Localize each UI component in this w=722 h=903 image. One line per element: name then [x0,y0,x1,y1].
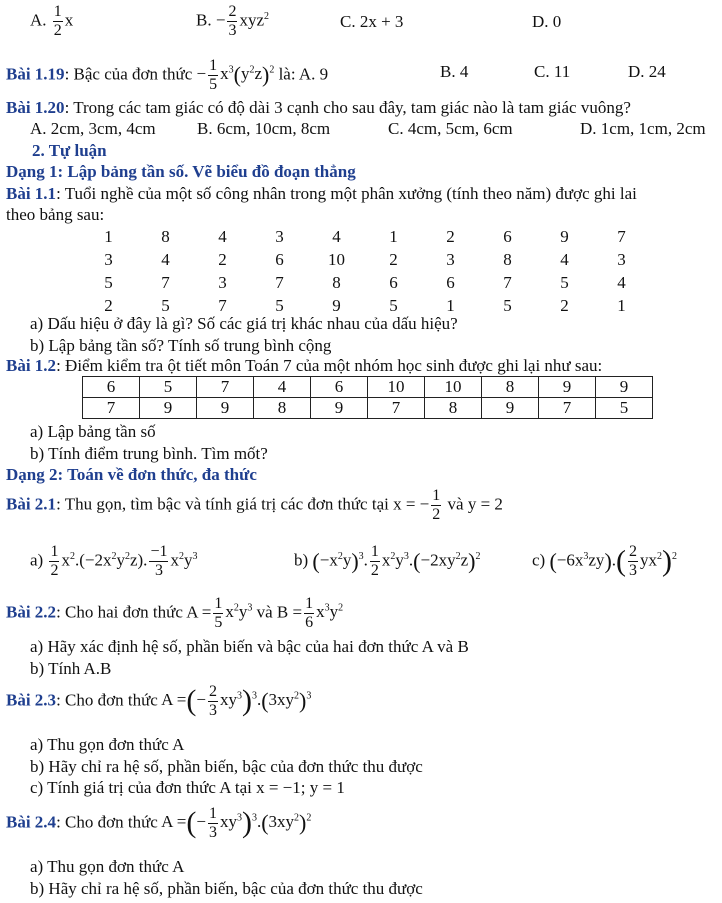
grid-cell: 2 [560,296,569,315]
table-cell: 5 [140,377,197,398]
grid-row [80,271,660,294]
grid-cell: 3 [218,273,227,292]
question-1-2-b: b) Tính điểm trung bình. Tìm mốt? [30,444,268,463]
section-dang-1: Dạng 1: Lập bảng tần số. Vẽ biểu đồ đoạn thẳng [6,162,356,181]
question-1-2: Bài 1.2: Điểm kiểm tra ột tiết môn Toán 7 của một nhóm học sinh được ghi lại như sau: [6,356,603,375]
grid-cell: 5 [503,296,512,315]
question-2-4-a: a) Thu gọn đơn thức A [30,857,185,876]
section-heading: 2. Tự luận [32,141,107,160]
question-1-2-a: a) Lập bảng tần số [30,422,156,441]
grid-cell: 3 [446,250,455,269]
table-cell: 6 [311,377,368,398]
q118-option-a: A. $\frac{1}{2}$ x [30,3,74,39]
table-cell: 6 [83,377,140,398]
grid-cell: 6 [275,250,284,269]
q120-option-a: A. 2cm, 3cm, 4cm [30,119,156,138]
table-cell: 9 [596,377,653,398]
grid-cell: 3 [104,250,113,269]
question-1-19: Bài 1.19: Bậc của đơn thức − $\frac{1}{5}$ $x^3(y^2z)^2$ là: A. 9 [6,57,329,93]
question-2-1: Bài 2.1: Thu gọn, tìm bậc và tính giá trị các đơn thức tại x = − $\frac{1}{2}$ và y = 2 [6,487,503,523]
data-grid [80,225,660,317]
table-cell: 8 [482,377,539,398]
question-2-4: Bài 2.4: Cho đơn thức A =(− $\frac{1}{3}$ $xy^3)^3.(3xy^2)^2$ [6,805,312,841]
question-1-1: Bài 1.1: Tuổi nghề của một số công nhân trong một phân xưởng (tính theo năm) được ghi lai [6,184,637,203]
q119-option-b: B. 4 [440,62,469,81]
fraction: $\frac{2}{3}$ [208,683,217,719]
table-row [83,398,653,419]
table-cell: 7 [83,398,140,419]
question-2-2-b: b) Tính A.B [30,659,112,678]
grid-cell: 7 [218,296,227,315]
question-2-3: Bài 2.3: Cho đơn thức A =(− $\frac{2}{3}$ $xy^3)^3.(3xy^2)^3$ [6,683,312,719]
question-title: Bài 1.19 [6,64,65,84]
q119-option-c: C. 11 [534,62,571,81]
table-cell: 4 [254,377,311,398]
grid-cell: 4 [218,227,227,246]
fraction: $\frac{1}{6}$ [305,595,314,631]
section-dang-2: Dạng 2: Toán về đơn thức, đa thức [6,465,257,484]
grid-cell: 1 [389,227,398,246]
grid-cell: 8 [161,227,170,246]
grid-cell: 2 [104,296,113,315]
fraction: $\frac{1}{5}$ [209,57,218,93]
table-cell: 7 [368,398,425,419]
table-cell: 9 [140,398,197,419]
expression-2-1-a: a) $\frac{1}{2}$ $x^2.(-2x^2y^2z)$. $\frac{-1}{3}$ $x^2y^3$ [30,543,198,579]
table-cell: 9 [311,398,368,419]
expression-2-1-c: c) $(-6x^3zy)$.( $\frac{2}{3}$ $yx^2)^2$ [532,543,678,579]
grid-cell: 1 [617,296,626,315]
grid-cell: 5 [275,296,284,315]
grid-cell: 5 [161,296,170,315]
question-2-3-a: a) Thu gọn đơn thức A [30,735,185,754]
q119-option-d: D. 24 [628,62,666,81]
q120-option-c: C. 4cm, 5cm, 6cm [388,119,513,138]
table-row [83,377,653,398]
grid-row [80,248,660,271]
question-2-4-b: b) Hãy chỉ ra hệ số, phần biến, bậc của đơn thức thu được [30,879,423,898]
fraction: $\frac{2}{3}$ [228,3,237,39]
grid-cell: 5 [104,273,113,292]
q120-option-b: B. 6cm, 10cm, 8cm [197,119,331,138]
question-2-3-c: c) Tính giá trị của đơn thức A tại x = −1; y = 1 [30,778,345,797]
grid-cell: 7 [503,273,512,292]
q118-option-c: C. 2x + 3 [340,12,404,31]
grid-cell: 7 [161,273,170,292]
question-2-2: Bài 2.2: Cho hai đơn thức A = $\frac{1}{5}$ $x^2y^3$ và B = $\frac{1}{6}$ $x^3y^2$ [6,595,344,631]
grid-cell: 2 [389,250,398,269]
table-cell: 8 [425,398,482,419]
grid-cell: 2 [218,250,227,269]
table-cell: 9 [539,377,596,398]
question-1-1-a: a) Dấu hiệu ở đây là gì? Số các giá trị khác nhau của dấu hiệu? [30,314,458,333]
grid-cell: 4 [161,250,170,269]
q118-option-b: B. − $\frac{2}{3}$ xyz$^2$ [196,3,269,39]
grid-cell: 9 [560,227,569,246]
table-cell: 9 [197,398,254,419]
table-cell: 10 [368,377,425,398]
question-1-20: Bài 1.20: Trong các tam giác có độ dài 3 cạnh cho sau đây, tam giác nào là tam giác vuông? [6,98,631,117]
grid-cell: 5 [389,296,398,315]
grid-cell: 4 [560,250,569,269]
grid-cell: 7 [617,227,626,246]
grid-cell: 6 [389,273,398,292]
fraction: $\frac{1}{2}$ [53,3,62,39]
question-1-1-b: b) Lập bảng tần số? Tính số trung bình cộng [30,336,332,355]
grid-cell: 4 [332,227,341,246]
grid-cell: 6 [446,273,455,292]
q118-option-d: D. 0 [532,12,562,31]
grid-cell: 5 [560,273,569,292]
grid-cell: 8 [503,250,512,269]
table-cell: 8 [254,398,311,419]
fraction: $\frac{1}{2}$ [432,487,441,523]
q120-option-d: D. 1cm, 1cm, 2cm [580,119,706,138]
grid-cell: 3 [617,250,626,269]
grid-cell: 1 [446,296,455,315]
fraction: $\frac{1}{5}$ [214,595,223,631]
expression-2-1-b: b) $(-x^2y)^3$. $\frac{1}{2}$ $x^2y^3.(-2xy^2z)^2$ [294,543,481,579]
table-cell: 7 [539,398,596,419]
question-1-1-line2: theo bảng sau: [6,205,105,224]
grid-cell: 3 [275,227,284,246]
question-2-2-a: a) Hãy xác định hệ số, phần biến và bậc của hai đơn thức A và B [30,637,469,656]
table-cell: 10 [425,377,482,398]
grid-cell: 4 [617,273,626,292]
table-cell: 7 [197,377,254,398]
grid-cell: 8 [332,273,341,292]
grid-cell: 6 [503,227,512,246]
grid-cell: 10 [328,250,345,269]
grid-cell: 7 [275,273,284,292]
table-cell: 9 [482,398,539,419]
grid-cell: 9 [332,296,341,315]
grid-cell: 1 [104,227,113,246]
score-table [82,376,653,419]
table-cell: 5 [596,398,653,419]
grid-row [80,225,660,248]
grid-cell: 2 [446,227,455,246]
fraction: $\frac{1}{3}$ [208,805,217,841]
question-2-3-b: b) Hãy chỉ ra hệ số, phần biến, bậc của đơn thức thu được [30,757,423,776]
